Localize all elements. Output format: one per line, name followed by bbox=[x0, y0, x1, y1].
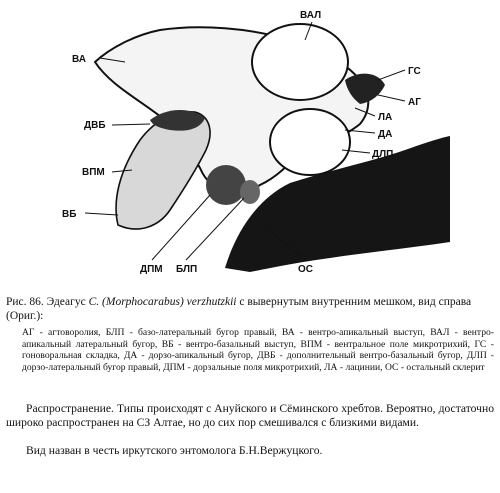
dpm-cluster bbox=[206, 165, 246, 205]
da-lobe bbox=[270, 109, 350, 175]
label-blp: БЛП bbox=[176, 264, 198, 275]
label-vb: ВБ bbox=[62, 209, 77, 220]
etymology-paragraph: Вид назван в честь иркутского энтомолога Б.Н.Вержуцкого. bbox=[26, 444, 323, 457]
caption-suffix: с вывернутым внутренним мешком, вид справа (Ориг.): bbox=[6, 296, 472, 322]
figure-caption bbox=[6, 295, 494, 323]
caption-taxon: C. (Morphocarabus) verzhutzkii bbox=[88, 296, 237, 308]
val-lobe bbox=[252, 24, 348, 100]
label-val: ВАЛ bbox=[300, 10, 322, 21]
distribution-paragraph: Распространение. Типы происходят с Ануйского и Сёминского хребтов. Вероятно, достаточно широко распространен на СЗ Алтае, но до сих пор смешивался с близкими видами. bbox=[6, 402, 494, 430]
caption-prefix: Рис. 86. Эдеагус bbox=[6, 296, 89, 308]
label-vpm: ВПМ bbox=[82, 167, 105, 178]
label-ag: АГ bbox=[408, 97, 421, 108]
label-va: ВА bbox=[72, 54, 86, 65]
label-gs: ГС bbox=[408, 66, 421, 77]
label-os: ОС bbox=[298, 264, 313, 275]
abbreviation-legend: АГ - агтоворолия, БЛП - базо-латеральный бугор правый, ВА - вентро-апикальный выступ, ВАЛ - вентро-апикальный латеральный бугор, ВБ - вентро-базальный выступ, ВПМ - вентральное поле микротрихий, ГС - гоноворальная складка, ДА - дорзо-апикальный бугор, ДВБ - дополнительный вентро-базальный бугор, ДЛП - дорзо-латеральный бугор правый, ДПМ - дорзальные поля микротрихий, ЛА - лацинии, ОС - остальный склерит bbox=[22, 327, 494, 374]
blp-cluster bbox=[240, 180, 260, 204]
label-da: ДА bbox=[378, 129, 393, 140]
label-la: ЛА bbox=[378, 112, 393, 123]
label-dpm: ДПМ bbox=[140, 264, 163, 275]
label-dlp: ДЛП bbox=[372, 149, 394, 160]
label-dvb: ДВБ bbox=[84, 120, 106, 131]
